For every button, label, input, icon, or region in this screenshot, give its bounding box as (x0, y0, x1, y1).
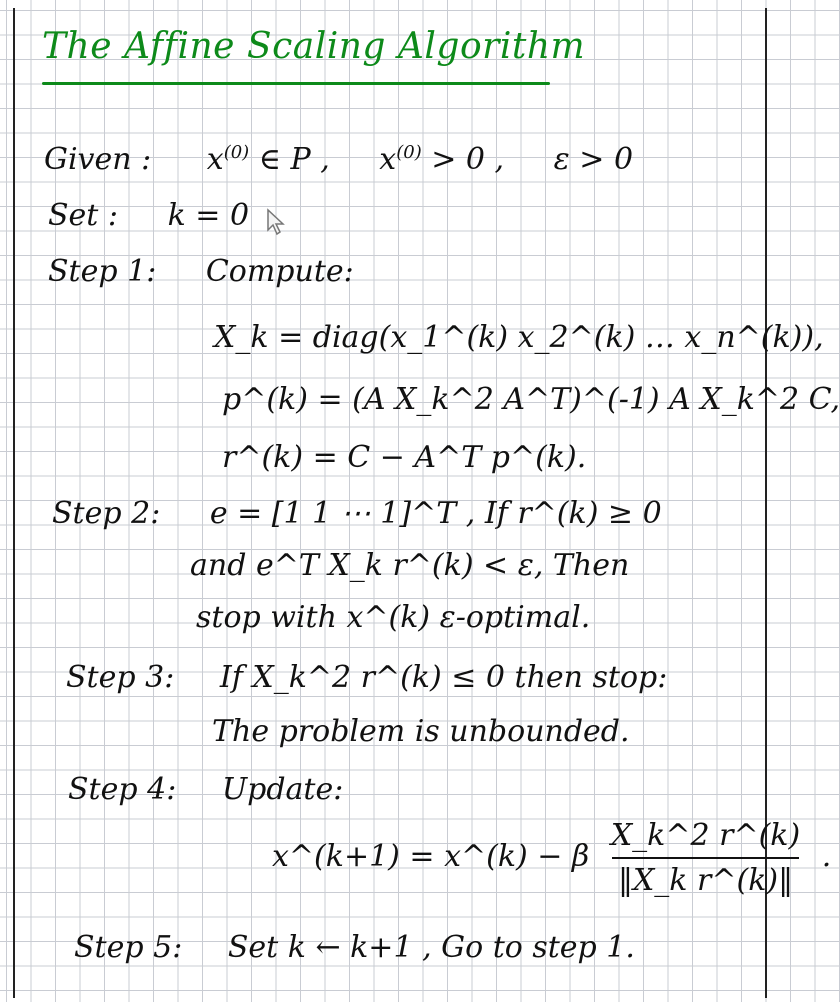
step4-text: Update: (221, 772, 344, 807)
step4-lhs: x^(k+1) = x^(k) − β (272, 839, 590, 874)
step3-label: Step 3: (66, 660, 175, 695)
step1-eq2: p^(k) = (A X_k^2 A^T)^(-1) A X_k^2 C, (222, 382, 840, 417)
step4-label: Step 4: (68, 772, 177, 807)
step4-line (68, 772, 343, 807)
step1-label: Step 1: (48, 254, 157, 289)
step2-line (52, 496, 662, 531)
step2-line3: stop with x^(k) ε-optimal. (196, 600, 591, 635)
step4-denominator: ‖X_k r^(k)‖ (612, 857, 799, 898)
step3-line2: The problem is unbounded. (212, 714, 630, 749)
step5-text: Set k ← k+1 , Go to step 1. (227, 930, 635, 965)
set-expr: k = 0 (167, 198, 250, 233)
step5-line (74, 930, 635, 965)
step1-text: Compute: (205, 254, 354, 289)
step4-numerator: X_k^2 r^(k) (610, 818, 801, 853)
step1-line (48, 254, 354, 289)
given-cond-1: $x^{(0)}$ ∈ P , (206, 142, 330, 177)
given-cond-3: ε > 0 (553, 142, 634, 177)
step4-formula (272, 818, 831, 898)
set-line (48, 198, 249, 233)
step4-fraction (605, 818, 806, 898)
step3-line (66, 660, 667, 695)
step1-eq3: r^(k) = C − A^T p^(k). (222, 440, 587, 475)
given-line (44, 142, 633, 177)
mouse-cursor-icon (266, 208, 286, 236)
step5-label: Step 5: (74, 930, 183, 965)
given-label: Given : (44, 142, 152, 177)
step3-line1: If X_k^2 r^(k) ≤ 0 then stop: (219, 660, 668, 695)
step2-label: Step 2: (52, 496, 161, 531)
step2-line2: and e^T X_k r^(k) < ε, Then (190, 548, 630, 583)
step2-line1: e = [1 1 ⋯ 1]^T , If r^(k) ≥ 0 (209, 496, 662, 531)
page-title: The Affine Scaling Algorithm (42, 26, 586, 67)
step1-eq1: X_k = diag(x_1^(k) x_2^(k) … x_n^(k)), (214, 320, 824, 355)
title-underline (42, 82, 550, 85)
step4-tail: . (821, 839, 832, 874)
set-label: Set : (48, 198, 119, 233)
given-cond-2: $x^{(0)} > 0$ , (379, 142, 505, 177)
